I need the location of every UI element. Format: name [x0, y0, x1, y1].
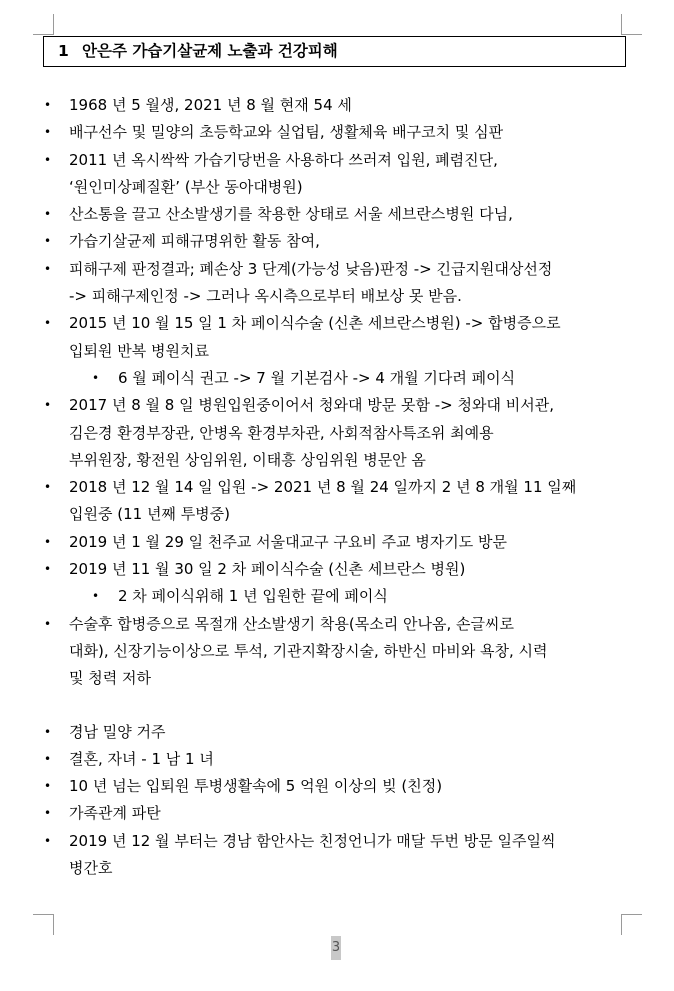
bullet-icon: • [92, 589, 100, 604]
list-item-text: 결혼, 자녀 - 1 남 1 녀 [69, 749, 214, 768]
bullet-icon: • [44, 261, 52, 276]
list-item [0, 147, 674, 174]
list-item-text: 2011 년 옥시싹싹 가습기당번을 사용하다 쓰러져 입원, 폐렴진단, [69, 150, 498, 169]
page-number: 3 [331, 936, 341, 960]
section-number: 1 [58, 42, 69, 60]
list-item-continuation [0, 501, 674, 528]
list-item-text: 경남 밀양 거주 [69, 722, 166, 741]
list-item-text: 가습기살균제 피해규명위한 활동 참여, [69, 232, 320, 251]
paragraph-gap [0, 693, 674, 719]
list-item-continuation [0, 855, 674, 882]
list-item [0, 746, 674, 773]
list-item-continuation [0, 665, 674, 692]
list-item-continuation [0, 338, 674, 365]
crop-mark-top-left [33, 14, 54, 35]
bullet-icon: • [44, 207, 52, 222]
list-item-text: -> 피해구제인정 -> 그러나 옥시측으로부터 배보상 못 받음. [69, 287, 462, 306]
list-item-continuation [0, 420, 674, 447]
list-item [0, 800, 674, 827]
list-item-text: 피해구제 판정결과; 폐손상 3 단계(가능성 낮음)판정 -> 긴급지원대상선정 [69, 259, 553, 278]
list-item-text: 수술후 합병증으로 목절개 산소발생기 착용(목소리 안나옴, 손글씨로 [69, 614, 514, 633]
bullet-icon: • [92, 370, 100, 385]
list-item-text: 2019 년 11 월 30 일 2 차 페이식수술 (신촌 세브란스 병원) [69, 560, 466, 579]
list-item-text: 1968 년 5 월생, 2021 년 8 월 현재 54 세 [69, 96, 352, 114]
list-item-text: 2019 년 1 월 29 일 천주교 서울대교구 구요비 주교 병자기도 방문 [69, 532, 508, 551]
sub-list-item [0, 583, 674, 610]
list-item [0, 556, 674, 583]
list-item [0, 474, 674, 501]
list-item [0, 611, 674, 638]
list-item-text: 병간호 [69, 859, 113, 878]
list-item [0, 828, 674, 855]
list-item-text: 배구선수 및 밀양의 초등학교와 실업팀, 생활체육 배구코치 및 심판 [69, 123, 504, 142]
bullet-icon: • [44, 234, 52, 249]
bullet-icon: • [44, 480, 52, 495]
list-item-text: 김은경 환경부장관, 안병옥 환경부차관, 사회적참사특조위 최예용 [69, 423, 494, 442]
list-item-text: 입퇴원 반복 병원치료 [69, 341, 209, 360]
bullet-icon: • [44, 806, 52, 821]
crop-mark-bottom-left [33, 914, 54, 935]
list-item [0, 92, 674, 119]
bullet-icon: • [44, 616, 52, 631]
list-item [0, 228, 674, 255]
list-item-text: 가족관계 파탄 [69, 804, 161, 823]
list-item [0, 529, 674, 556]
list-item-text: 2018 년 12 월 14 일 입원 -> 2021 년 8 월 24 일까지 2 년 8 개월 11 일째 [69, 478, 577, 497]
list-item [0, 392, 674, 419]
bullet-icon: • [44, 534, 52, 549]
crop-mark-bottom-right [621, 914, 642, 935]
list-item [0, 310, 674, 337]
bullet-list [0, 92, 674, 882]
list-item-text: 산소통을 끌고 산소발생기를 착용한 상태로 서울 세브란스병원 다님, [69, 205, 513, 224]
list-item-text: 10 년 넘는 입퇴원 투병생활속에 5 억원 이상의 빚 (친정) [69, 777, 443, 796]
list-item-text: 6 월 페이식 권고 -> 7 월 기본검사 -> 4 개월 기다려 페이식 [118, 368, 516, 387]
bullet-icon: • [44, 833, 52, 848]
sub-list-item [0, 365, 674, 392]
bullet-icon: • [44, 98, 52, 112]
list-item [0, 201, 674, 228]
list-item-text: 대화), 신장기능이상으로 투석, 기관지확장시술, 하반신 마비와 욕창, 시력 [69, 641, 548, 660]
list-item-text: 및 청력 저하 [69, 669, 151, 688]
list-item [0, 256, 674, 283]
section-title: 안은주 가습기살균제 노출과 건강피해 [82, 42, 338, 60]
bullet-icon: • [44, 398, 52, 413]
bullet-icon: • [44, 779, 52, 794]
list-item [0, 773, 674, 800]
section-title-box [43, 36, 626, 67]
list-item-text: 2 차 페이식위해 1 년 입원한 끝에 페이식 [118, 587, 388, 606]
list-item-continuation [0, 283, 674, 310]
bullet-icon: • [44, 562, 52, 577]
list-item-text: 2015 년 10 월 15 일 1 차 페이식수술 (신촌 세브란스병원) -> 합병증으로 [69, 314, 561, 333]
list-item-text: 부위원장, 황전원 상임위원, 이태흥 상임위원 병문안 옴 [69, 450, 426, 469]
bullet-icon: • [44, 316, 52, 331]
bullet-icon: • [44, 152, 52, 167]
list-item-text: 입원중 (11 년째 투병중) [69, 505, 231, 524]
list-item-text: 2017 년 8 월 8 일 병원입원중이어서 청와대 방문 못함 -> 청와대 비서관, [69, 396, 554, 415]
list-item-continuation [0, 638, 674, 665]
list-item [0, 119, 674, 146]
bullet-icon: • [44, 125, 52, 140]
bullet-icon: • [44, 751, 52, 766]
crop-mark-top-right [621, 14, 642, 35]
list-item-continuation [0, 174, 674, 201]
list-item [0, 719, 674, 746]
bullet-icon: • [44, 724, 52, 739]
list-item-text: ‘원인미상폐질환’ (부산 동아대병원) [69, 177, 303, 196]
list-item-text: 2019 년 12 월 부터는 경남 함안사는 친정언니가 매달 두번 방문 일주일씩 [69, 831, 556, 850]
list-item-continuation [0, 447, 674, 474]
